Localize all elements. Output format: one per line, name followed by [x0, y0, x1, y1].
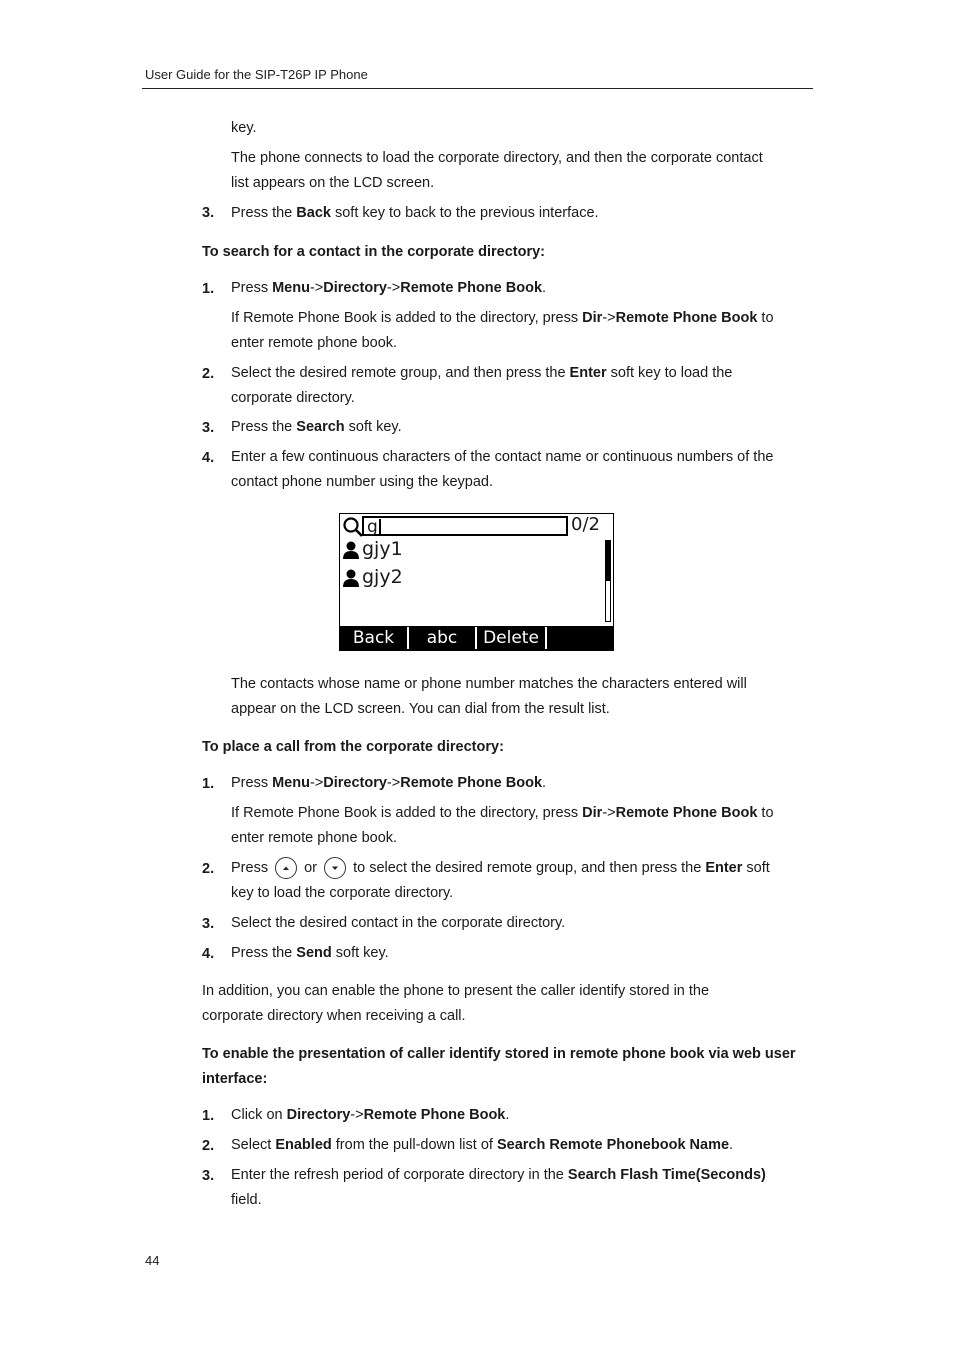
softkey-abc[interactable]: abc — [409, 627, 477, 649]
contact-name: gjy1 — [362, 538, 403, 560]
page-number: 44 — [145, 1253, 160, 1268]
search-query: g — [367, 517, 378, 537]
search-input[interactable] — [362, 516, 568, 536]
header-rule — [142, 88, 813, 89]
down-arrow-button-icon — [324, 857, 346, 879]
step-number: 2. — [202, 1138, 215, 1154]
step-number: 3. — [202, 420, 215, 436]
section-heading: To enable the presentation of caller identify stored in remote phone book via web user interface: — [202, 1046, 796, 1087]
step-text: Press Menu->Directory->Remote Phone Book. — [231, 280, 547, 296]
step-text: Press Menu->Directory->Remote Phone Book. — [231, 775, 547, 791]
step-text: Enter the refresh period of corporate directory in the Search Flash Time(Seconds) field. — [231, 1167, 766, 1208]
step-number: 3. — [202, 916, 215, 932]
softkey-back[interactable]: Back — [340, 627, 409, 649]
softkey-bar — [340, 626, 613, 650]
step-number: 1. — [202, 776, 215, 792]
lcd-screen — [339, 513, 614, 651]
step-text: Press or to select the desired remote group, and then press the Enter soft key to load the corporate directory. — [231, 856, 816, 906]
step-text: Select the desired contact in the corporate directory. — [231, 915, 566, 931]
step-text: Press the Back soft key to back to the previous interface. — [231, 205, 599, 221]
contact-name: gjy2 — [362, 566, 403, 588]
scrollbar[interactable] — [605, 540, 611, 622]
step-number: 2. — [202, 366, 215, 382]
step-number: 3. — [202, 1168, 215, 1184]
step-number: 4. — [202, 946, 215, 962]
text-line: key. — [231, 120, 257, 136]
contact-icon — [342, 540, 360, 560]
step-text: Click on Directory->Remote Phone Book. — [231, 1107, 510, 1123]
text-line: The contacts whose name or phone number matches the characters entered will appear on the LCD screen. You can dial from the result list. — [231, 676, 747, 717]
text-line: The phone connects to load the corporate directory, and then the corporate contact list appears on the LCD screen. — [231, 150, 763, 191]
step-number: 2. — [202, 861, 215, 877]
result-count: 0/2 — [571, 514, 600, 535]
step-text: Press the Send soft key. — [231, 945, 389, 961]
step-text: Enter a few continuous characters of the contact name or continuous numbers of the contact phone number using the keypad. — [231, 449, 774, 490]
search-icon — [342, 516, 364, 538]
step-number: 1. — [202, 1108, 215, 1124]
up-arrow-button-icon — [275, 857, 297, 879]
text-line: In addition, you can enable the phone to present the caller identify stored in the corporate directory when receiving a call. — [202, 983, 710, 1024]
section-heading: To place a call from the corporate directory: — [202, 739, 504, 755]
running-header: User Guide for the SIP-T26P IP Phone — [145, 67, 368, 82]
scrollbar-thumb[interactable] — [606, 541, 610, 581]
step-number: 4. — [202, 450, 215, 466]
step-note: If Remote Phone Book is added to the directory, press Dir->Remote Phone Book to enter remote phone book. — [231, 310, 774, 351]
step-number: 3. — [202, 205, 215, 221]
step-text: Press the Search soft key. — [231, 419, 402, 435]
step-number: 1. — [202, 281, 215, 297]
softkey-delete[interactable]: Delete — [477, 627, 547, 649]
step-text: Select the desired remote group, and then press the Enter soft key to load the corporate directory. — [231, 365, 733, 406]
section-heading: To search for a contact in the corporate directory: — [202, 244, 545, 260]
contact-row[interactable] — [342, 538, 403, 565]
text-caret — [379, 519, 381, 534]
contact-row[interactable] — [342, 566, 403, 593]
step-note: If Remote Phone Book is added to the directory, press Dir->Remote Phone Book to enter remote phone book. — [231, 805, 774, 846]
contact-icon — [342, 568, 360, 588]
step-text: Select Enabled from the pull-down list of Search Remote Phonebook Name. — [231, 1137, 734, 1153]
